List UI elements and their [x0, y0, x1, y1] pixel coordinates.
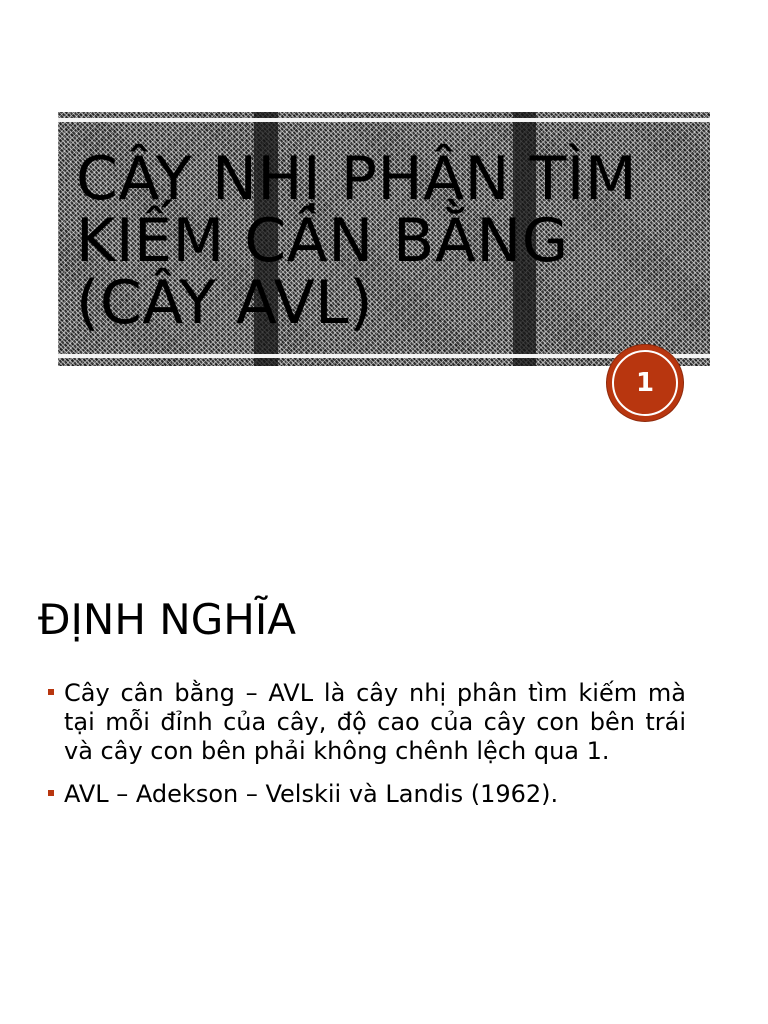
slide-number: 1 — [635, 368, 655, 398]
definition-heading: ĐỊNH NGHĨA — [38, 595, 296, 644]
title-banner — [58, 112, 710, 366]
slide-title-line-2: KIẾM CÂN BẰNG — [76, 206, 569, 276]
definition-bullet-list — [46, 679, 686, 823]
bullet-item — [46, 780, 686, 809]
slide-title — [76, 144, 706, 338]
bullet-text: AVL – Adekson – Velskii và Landis (1962). — [64, 780, 559, 808]
bullet-item — [46, 679, 686, 766]
slide-number-badge — [607, 345, 683, 421]
slide-title-line-3: (CÂY AVL) — [76, 268, 373, 338]
square-bullet-icon — [48, 689, 54, 695]
banner-top-rule — [58, 118, 710, 122]
bullet-text: Cây cân bằng – AVL là cây nhị phân tìm kiếm mà tại mỗi đỉnh của cây, độ cao của cây con bên trái và cây con bên phải không chênh lệch qua 1. — [64, 679, 686, 765]
slide-title-line-1: CÂY NHỊ PHÂN TÌM — [76, 144, 638, 214]
square-bullet-icon — [48, 790, 54, 796]
